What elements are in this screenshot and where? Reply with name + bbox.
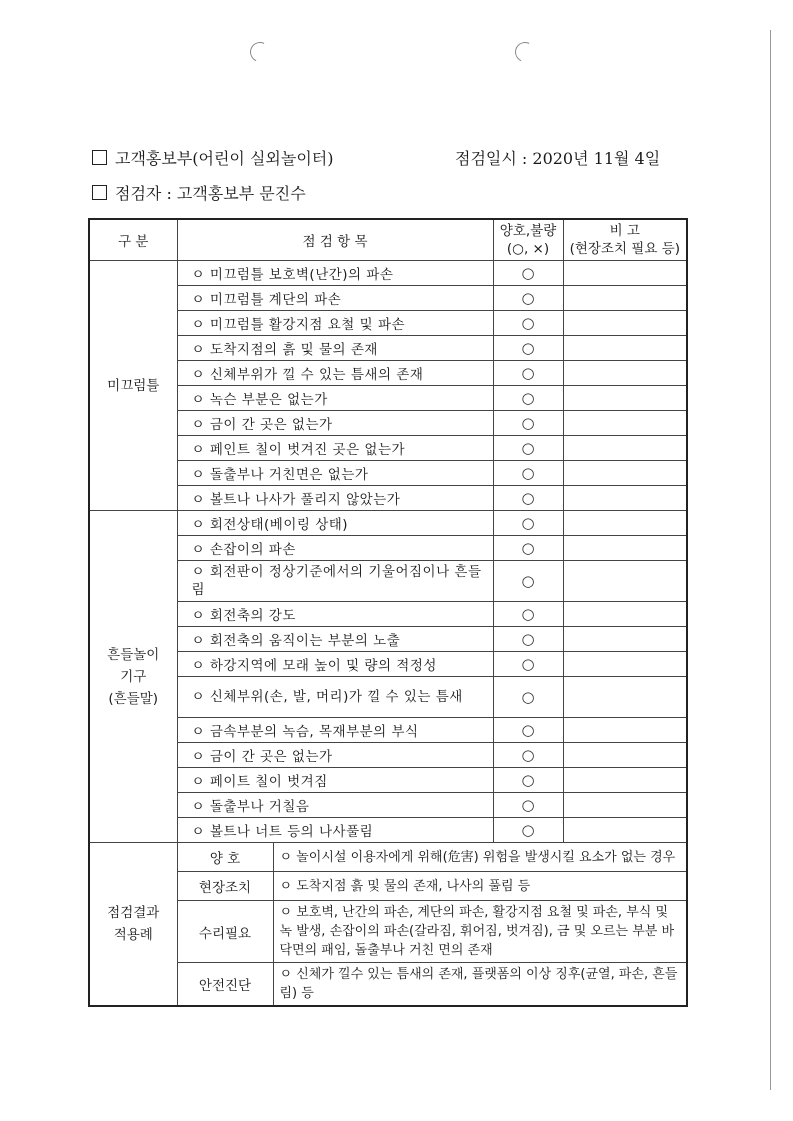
table-row [89,652,687,677]
check-item: ㅇ 페이트 칠이 벗겨짐 [177,768,493,793]
note-cell [563,361,687,386]
table-row [89,361,687,386]
table-row [89,793,687,818]
table-row [89,818,687,843]
result-description: ㅇ 놀이시설 이용자에게 위해(危害) 위험을 발생시킬 요소가 없는 경우 [273,843,687,872]
note-cell [563,336,687,361]
result-mark: ○ [493,286,563,311]
results-category-cell [89,843,177,1007]
header-note [563,219,687,261]
header-result-line1: 양호,불량 [499,223,557,239]
check-item: ㅇ 손잡이의 파손 [177,536,493,561]
note-cell [563,602,687,627]
header-result-line2: (○, ×) [506,241,550,257]
note-cell [563,818,687,843]
note-cell [563,627,687,652]
page-edge-line [770,30,771,1090]
department-line [92,146,334,169]
result-description: ㅇ 도착지점 흙 및 물의 존재, 나사의 풀림 등 [273,872,687,901]
table-row [89,336,687,361]
department-text: 고객홍보부(어린이 실외놀이터) [115,149,334,168]
note-cell [563,311,687,336]
header-items: 점 검 항 목 [177,219,493,261]
result-mark: ○ [493,386,563,411]
result-mark: ○ [493,561,563,602]
result-mark: ○ [493,511,563,536]
result-description: ㅇ 신체가 낄수 있는 틈새의 존재, 플랫폼의 이상 징후(균열, 파손, 흔들림) 등 [273,963,687,1007]
result-row [89,901,687,963]
table-row [89,436,687,461]
table-row [89,743,687,768]
check-item: ㅇ 볼트나 나사가 풀리지 않았는가 [177,486,493,511]
note-cell [563,461,687,486]
table-row [89,386,687,411]
note-cell [563,677,687,718]
result-mark: ○ [493,718,563,743]
result-mark: ○ [493,793,563,818]
note-cell [563,486,687,511]
category-cell [89,511,177,843]
result-label: 양 호 [177,843,273,872]
table-row [89,768,687,793]
result-mark: ○ [493,486,563,511]
note-cell [563,536,687,561]
inspection-table [88,218,688,1007]
header-note-line2: (현장조치 필요 등) [569,241,680,257]
checkbox-icon [92,185,107,200]
category-name-line: 흔들놀이 [107,646,160,663]
check-item: ㅇ 하강지역에 모래 높이 및 량의 적정성 [177,652,493,677]
results-name-line: 점검결과 [107,905,160,921]
header-note-line1: 비 고 [609,223,640,239]
note-cell [563,411,687,436]
check-item: ㅇ 미끄럼틀 활강지점 요철 및 파손 [177,311,493,336]
result-label: 수리필요 [177,901,273,963]
note-cell [563,768,687,793]
result-mark: ○ [493,336,563,361]
note-cell [563,718,687,743]
check-item: ㅇ 회전축의 움직이는 부분의 노출 [177,627,493,652]
punch-hole-left [247,39,273,65]
table-row [89,536,687,561]
results-name-line: 적용례 [113,927,153,943]
inspection-date: 점검일시 : 2020년 11월 4일 [455,149,661,168]
check-item: ㅇ 신체부위가 낄 수 있는 틈새의 존재 [177,361,493,386]
result-mark: ○ [493,261,563,286]
table-row [89,677,687,718]
check-item: ㅇ 회전판이 정상기준에서의 기울어짐이나 흔들림 [177,561,493,602]
result-mark: ○ [493,461,563,486]
table-row [89,461,687,486]
result-mark: ○ [493,311,563,336]
table-row [89,511,687,536]
check-item: ㅇ 돌출부나 거칠음 [177,793,493,818]
checkbox-icon [92,150,107,165]
header-result [493,219,563,261]
note-cell [563,652,687,677]
inspector-text: 점검자 : 고객홍보부 문진수 [115,184,306,203]
check-item: ㅇ 금이 간 곳은 없는가 [177,743,493,768]
table-row [89,561,687,602]
result-row [89,843,687,872]
category-name-line: (흔들말) [108,690,159,707]
result-mark: ○ [493,361,563,386]
category-name-line: 기구 [120,668,147,685]
result-mark: ○ [493,627,563,652]
result-mark: ○ [493,436,563,461]
category-name: 미끄럼틀 [107,377,160,394]
table-row [89,286,687,311]
note-cell [563,743,687,768]
result-mark: ○ [493,818,563,843]
table-row [89,602,687,627]
check-item: ㅇ 신체부위(손, 발, 머리)가 낄 수 있는 틈새 [177,677,493,718]
note-cell [563,436,687,461]
check-item: ㅇ 회전상태(베이링 상태) [177,511,493,536]
check-item: ㅇ 회전축의 강도 [177,602,493,627]
category-cell [89,261,177,511]
note-cell [563,793,687,818]
check-item: ㅇ 금속부분의 녹슴, 목재부분의 부식 [177,718,493,743]
note-cell [563,286,687,311]
table-row [89,311,687,336]
result-label: 안전진단 [177,963,273,1007]
result-mark: ○ [493,768,563,793]
result-mark: ○ [493,677,563,718]
table-row [89,261,687,286]
table-row [89,411,687,436]
result-mark: ○ [493,411,563,436]
check-item: ㅇ 녹슨 부분은 없는가 [177,386,493,411]
note-cell [563,561,687,602]
result-description: ㅇ 보호벽, 난간의 파손, 계단의 파손, 활강지점 요철 및 파손, 부식 및 녹 발생, 손잡이의 파손(갈라짐, 휘어짐, 벗겨짐), 금 및 오르는 부분 바닥면의 패임, 돌출부나 거친 면의 존재 [273,901,687,963]
table-row [89,718,687,743]
check-item: ㅇ 미끄럼틀 보호벽(난간)의 파손 [177,261,493,286]
check-item: ㅇ 볼트나 너트 등의 나사풀림 [177,818,493,843]
result-mark: ○ [493,743,563,768]
result-label: 현장조치 [177,872,273,901]
result-mark: ○ [493,602,563,627]
check-item: ㅇ 페인트 칠이 벗겨진 곳은 없는가 [177,436,493,461]
note-cell [563,261,687,286]
result-mark: ○ [493,652,563,677]
header-category: 구 분 [89,219,177,261]
result-mark: ○ [493,536,563,561]
table-row [89,627,687,652]
check-item: ㅇ 돌출부나 거친면은 없는가 [177,461,493,486]
check-item: ㅇ 금이 간 곳은 없는가 [177,411,493,436]
check-item: ㅇ 도착지점의 흙 및 물의 존재 [177,336,493,361]
inspector-line [92,181,306,204]
note-cell [563,386,687,411]
header-row [89,219,687,261]
punch-hole-right [512,39,538,65]
result-row [89,872,687,901]
note-cell [563,511,687,536]
table-row [89,486,687,511]
result-row [89,963,687,1007]
check-item: ㅇ 미끄럼틀 계단의 파손 [177,286,493,311]
